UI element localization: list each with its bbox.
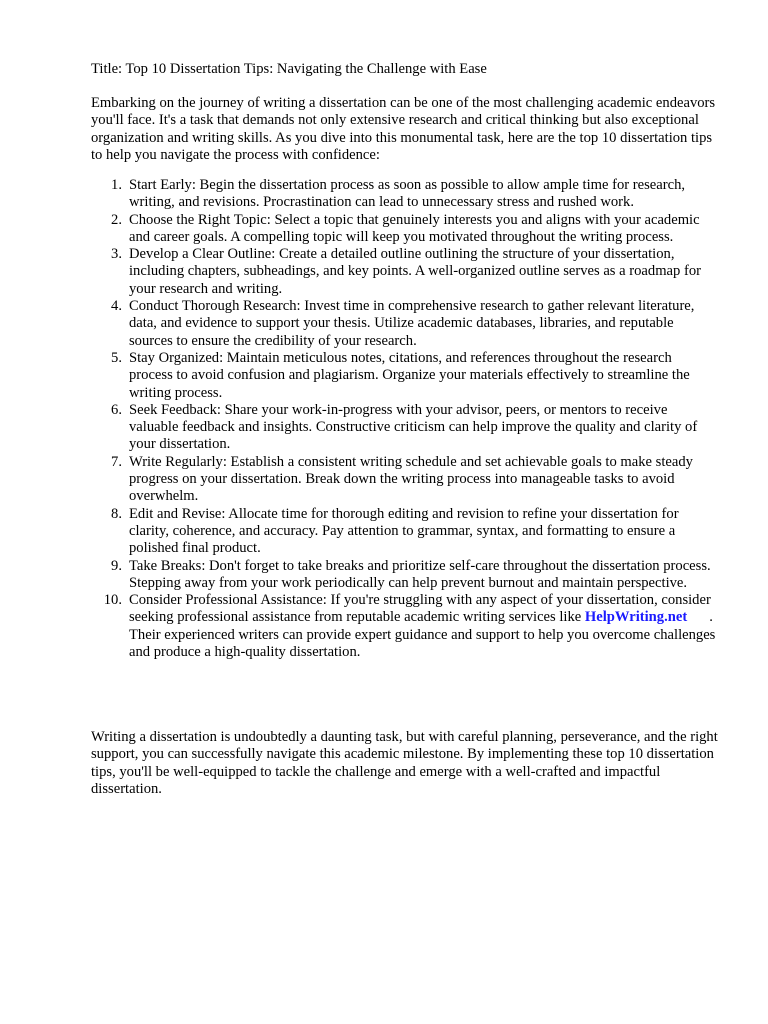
- tip-text: Choose the Right Topic: Select a topic that genuinely interests you and aligns with your academic and career goals. A compelling topic will keep you motivated throughout the writing process.: [129, 211, 700, 245]
- tip-text: Edit and Revise: Allocate time for thorough editing and revision to refine your dissertation for clarity, coherence, and accuracy. Pay attention to grammar, syntax, and formatting to ensure a polished final product.: [129, 505, 679, 557]
- tip-text: Stay Organized: Maintain meticulous notes, citations, and references throughout the research process to avoid confusion and plagiarism. Organize your materials effectively to streamline the writing process.: [129, 349, 690, 401]
- tip-number: 6.: [111, 401, 122, 418]
- tip-number: 10.: [103, 592, 122, 609]
- tip-item-9: [91, 558, 719, 593]
- tip-text: Seek Feedback: Share your work-in-progress with your advisor, peers, or mentors to receive valuable feedback and insights. Constructive criticism can help improve the quality and clarity of your dissertation.: [129, 401, 698, 453]
- tip-text: Develop a Clear Outline: Create a detailed outline outlining the structure of your dissertation, including chapters, subheadings, and key points. A well-organized outline serves as a roadmap for your research and writing.: [129, 246, 701, 297]
- tip-number: 4.: [111, 298, 122, 315]
- tip-number: 5.: [111, 349, 122, 366]
- tip-text-before-link: Consider Professional Assistance: If you're struggling with any aspect of your dissertation, consider seeking professional assistance from reputable academic writing services like: [129, 592, 711, 626]
- tip-number: 8.: [111, 505, 122, 522]
- tip-text: Conduct Thorough Research: Invest time in comprehensive research to gather relevant literature, data, and evidence to support your thesis. Utilize academic databases, libraries, and reputable sources to ensure the credibility of your research.: [129, 298, 695, 349]
- tip-item-7: [91, 454, 719, 506]
- tip-item-4: [91, 298, 719, 350]
- tip-text: Write Regularly: Establish a consistent writing schedule and set achievable goals to make steady progress on your dissertation. Break down the writing process into manageable tasks to avoid overwhelm.: [129, 453, 693, 505]
- tip-text: [129, 592, 719, 661]
- tip-number: 9.: [111, 557, 122, 574]
- tip-item-6: [91, 402, 719, 454]
- document-title: Title: Top 10 Dissertation Tips: Navigating the Challenge with Ease: [91, 61, 487, 77]
- tip-item-10: [91, 592, 719, 661]
- tip-text-after-link: . Their experienced writers can provide expert guidance and support to help you overcome challenges and produce a high-quality dissertation.: [129, 609, 716, 661]
- tip-text: Take Breaks: Don't forget to take breaks and prioritize self-care throughout the dissertation process. Stepping away from your work periodically can help prevent burnout and maintain perspective.: [129, 557, 711, 591]
- tip-item-8: [91, 506, 719, 558]
- tip-number: 2.: [111, 211, 122, 228]
- tip-item-1: [91, 177, 719, 212]
- tip-item-5: [91, 350, 719, 402]
- tip-item-3: [91, 246, 719, 298]
- tip-text: Start Early: Begin the dissertation process as soon as possible to allow ample time for research, writing, and revisions. Procrastination can lead to unnecessary stress and rushed work.: [129, 177, 686, 211]
- tips-list: [91, 177, 719, 661]
- tip-item-2: [91, 212, 719, 247]
- tip-number: 7.: [111, 453, 122, 470]
- intro-paragraph: Embarking on the journey of writing a dissertation can be one of the most challenging academic endeavors you'll face. It's a task that demands not only extensive research and critical thinking but also exceptional organization and writing skills. As you dive into this monumental task, here are the top 10 dissertation tips to help you navigate the process with confidence:: [91, 95, 716, 163]
- tip-number: 3.: [111, 246, 122, 263]
- helpwriting-link[interactable]: HelpWriting.net: [584, 609, 688, 626]
- closing-paragraph: Writing a dissertation is undoubtedly a daunting task, but with careful planning, perseverance, and the right support, you can successfully navigate this academic milestone. By implementing these top 10 dissertation tips, you'll be well-equipped to tackle the challenge and emerge with a well-crafted and impactful dissertation.: [91, 729, 718, 797]
- tip-number: 1.: [111, 177, 122, 193]
